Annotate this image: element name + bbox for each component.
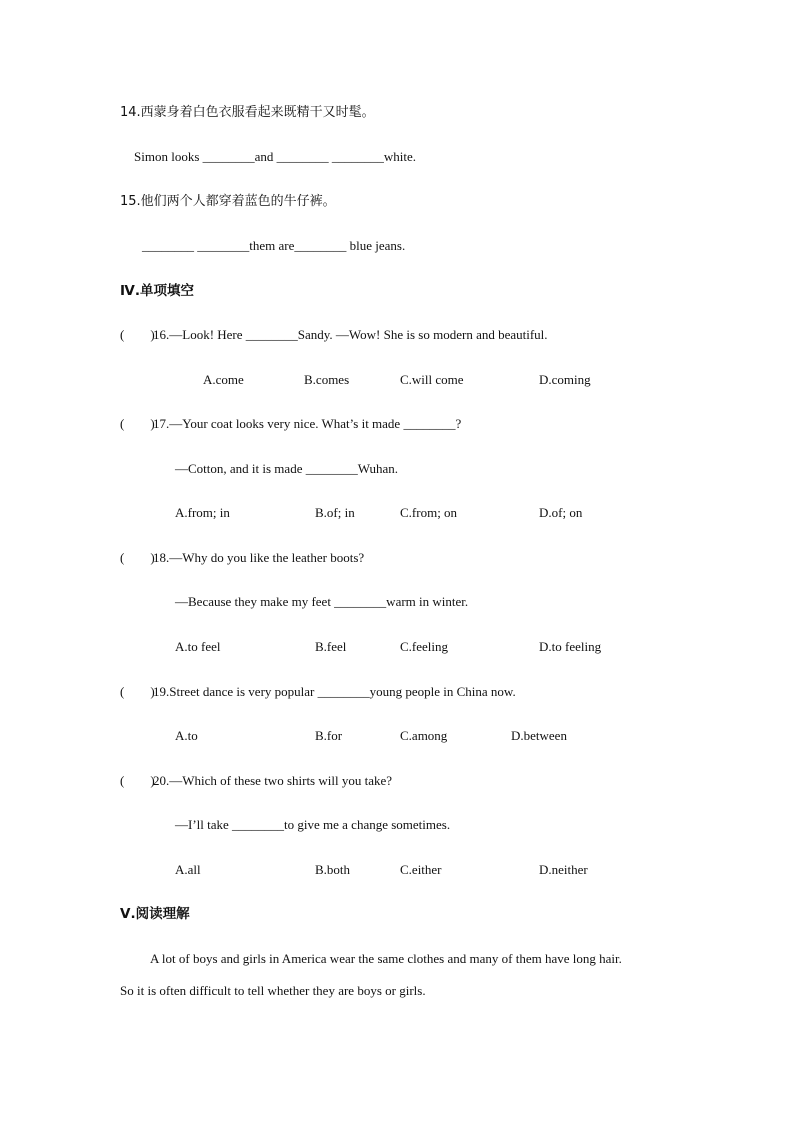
option-d: D.of; on	[539, 505, 583, 520]
option-c: C.will come	[400, 372, 464, 387]
option-c: C.among	[400, 728, 448, 743]
option-d: D.coming	[539, 372, 591, 387]
option-d: D.to feeling	[539, 639, 602, 654]
question-19-stem: 19.Street dance is very popular ________young people in China now.	[153, 684, 516, 699]
option-b: B.for	[315, 728, 343, 743]
question-18-line2: —Because they make my feet ________warm in winter.	[175, 594, 469, 609]
reading-paragraph-line-1: A lot of boys and girls in America wear the same clothes and many of them have long hair.	[150, 951, 622, 966]
option-c: C.from; on	[400, 505, 458, 520]
question-14-chinese: 14.西蒙身着白色衣服看起来既精干又时髦。	[120, 105, 375, 120]
option-b: B.comes	[304, 372, 350, 387]
answer-paren: ( )	[120, 327, 155, 342]
question-20-stem: 20.—Which of these two shirts will you take?	[153, 773, 393, 788]
option-a: A.from; in	[175, 505, 230, 520]
option-a: A.to feel	[175, 639, 221, 654]
question-17-stem: 17.—Your coat looks very nice. What’s it made ________?	[153, 416, 462, 431]
section-heading-single-choice: Ⅳ.单项填空	[120, 283, 194, 299]
answer-paren: ( )	[120, 684, 155, 699]
answer-paren: ( )	[120, 550, 155, 565]
option-d: D.between	[511, 728, 567, 743]
option-b: B.both	[315, 862, 351, 877]
option-c: C.either	[400, 862, 442, 877]
option-c: C.feeling	[400, 639, 449, 654]
option-a: A.to	[175, 728, 198, 743]
option-b: B.feel	[315, 639, 347, 654]
question-14-english: Simon looks ________and ________ ________white.	[134, 149, 417, 164]
question-15-english: ________ ________them are________ blue jeans.	[142, 238, 406, 253]
question-15-chinese: 15.他们两个人都穿着蓝色的牛仔裤。	[120, 194, 336, 209]
option-a: A.come	[203, 372, 244, 387]
option-a: A.all	[175, 862, 201, 877]
option-d: D.neither	[539, 862, 588, 877]
question-20-line2: —I’ll take ________to give me a change sometimes.	[175, 817, 451, 832]
question-16-stem: 16.—Look! Here ________Sandy. —Wow! She is so modern and beautiful.	[153, 327, 548, 342]
question-18-stem: 18.—Why do you like the leather boots?	[153, 550, 365, 565]
section-heading-reading: Ⅴ.阅读理解	[120, 906, 190, 922]
answer-paren: ( )	[120, 773, 155, 788]
reading-paragraph-line-2: So it is often difficult to tell whether they are boys or girls.	[120, 983, 426, 998]
option-b: B.of; in	[315, 505, 355, 520]
question-17-line2: —Cotton, and it is made ________Wuhan.	[175, 461, 398, 476]
answer-paren: ( )	[120, 416, 155, 431]
